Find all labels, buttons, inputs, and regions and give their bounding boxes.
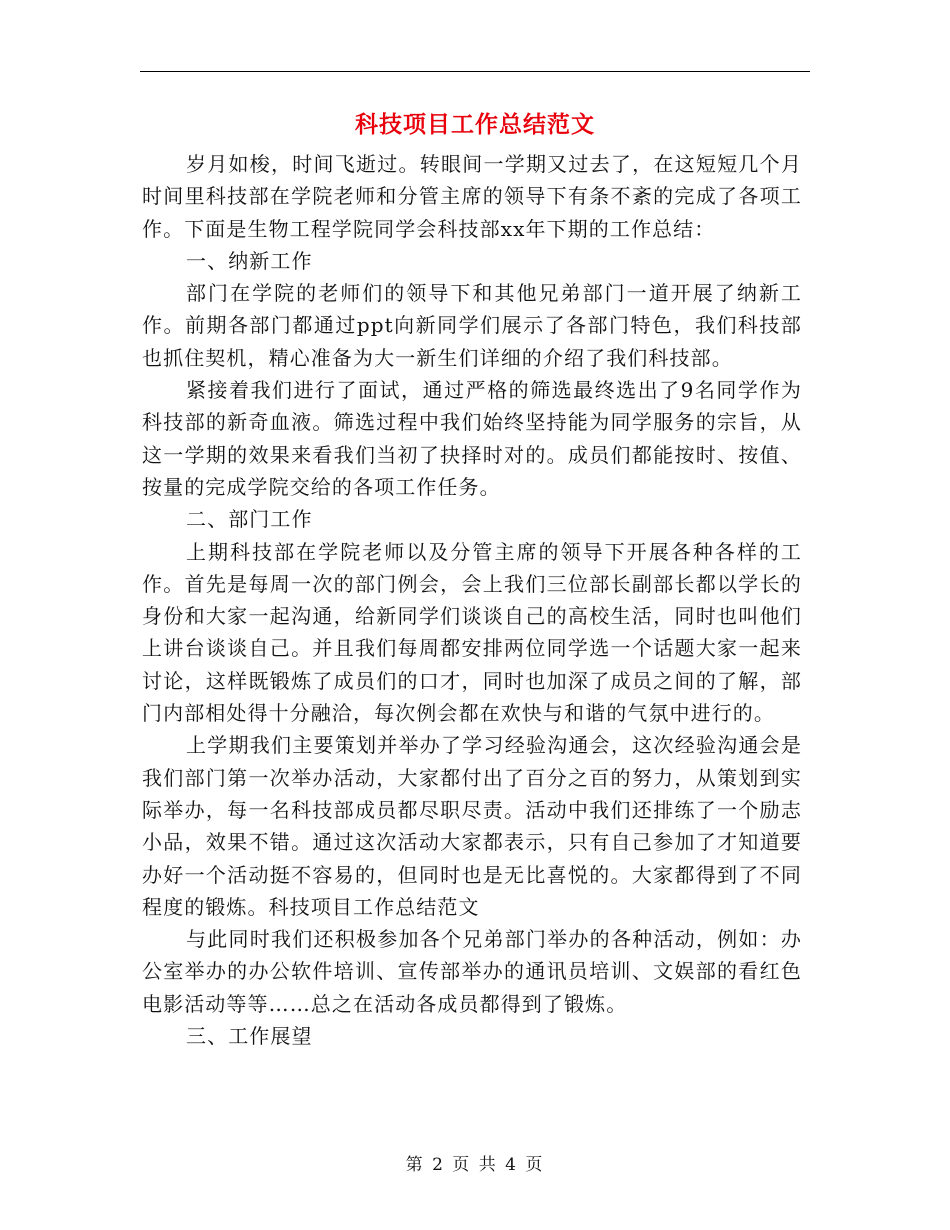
paragraph-intro: 岁月如梭，时间飞逝过。转眼间一学期又过去了，在这短短几个月时间里科技部在学院老师和分管主席的领导下有条不紊的完成了各项工作。下面是生物工程学院同学会科技部xx年下期的工作总结： [142,152,802,241]
section-heading-outlook: 三、工作展望 [186,1024,313,1049]
document-body [142,148,802,1052]
section-heading-recruitment: 一、纳新工作 [186,248,313,273]
paragraph-exchange-meeting: 上学期我们主要策划并举办了学习经验沟通会，这次经验沟通会是我们部门第一次举办活动，大家都付出了百分之百的努力，从策划到实际举办，每一名科技部成员都尽职尽责。活动中我们还排练了一个励志小品，效果不错。通过这次活动大家都表示，只有自己参加了才知道要办好一个活动挺不容易的，但同时也是无比喜悦的。大家都得到了不同程度的锻炼。科技项目工作总结范文 [142,733,802,919]
document-title: 科技项目工作总结范文 [355,111,595,138]
paragraph-other-activities: 与此同时我们还积极参加各个兄弟部门举办的各种活动，例如：办公室举办的办公软件培训、宣传部举办的通讯员培训、文娱部的看红色电影活动等等……总之在活动各成员都得到了锻炼。 [142,927,802,1016]
paragraph-interview: 紧接着我们进行了面试，通过严格的筛选最终选出了9名同学作为科技部的新奇血液。筛选过程中我们始终坚持能为同学服务的宗旨，从这一学期的效果来看我们当初了抉择时对的。成员们都能按时、按值、按量的完成学院交给的各项工作任务。 [142,378,802,499]
paragraph-weekly-meeting: 上期科技部在学院老师以及分管主席的领导下开展各种各样的工作。首先是每周一次的部门例会，会上我们三位部长副部长都以学长的身份和大家一起沟通，给新同学们谈谈自己的高校生活，同时也叫他们上讲台谈谈自己。并且我们每周都安排两位同学选一个话题大家一起来讨论，这样既锻炼了成员们的口才，同时也加深了成员之间的了解，部门内部相处得十分融洽，每次例会都在欢快与和谐的气氛中进行的。 [142,539,802,726]
section-heading-department-work: 二、部门工作 [186,507,313,532]
paragraph-recruitment: 部门在学院的老师们的领导下和其他兄弟部门一道开展了纳新工作。前期各部门都通过ppt向新同学们展示了各部门特色，我们科技部也抓住契机，精心准备为大一新生们详细的介绍了我们科技部。 [142,281,802,370]
page-number: 第 2 页 共 4 页 [405,1155,545,1175]
header-rule [140,71,810,72]
